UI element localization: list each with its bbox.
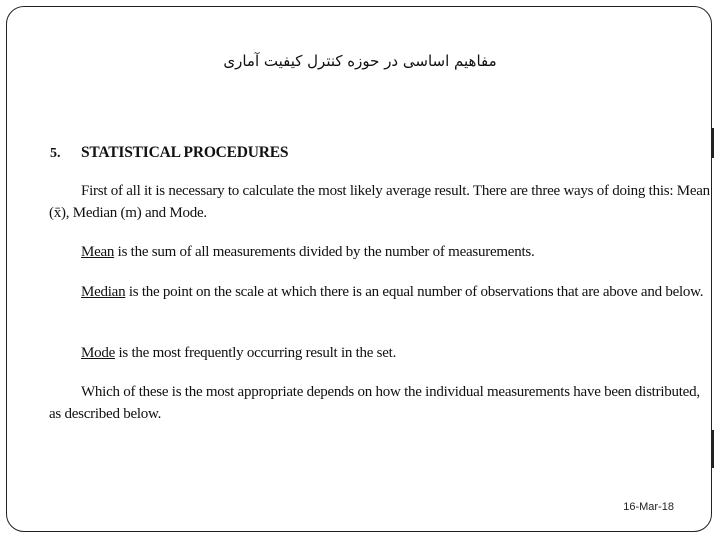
slide-frame <box>6 6 712 532</box>
edge-mark-right-top <box>712 128 714 158</box>
section-title: STATISTICAL PROCEDURES <box>81 144 289 161</box>
median-term: Median <box>81 284 126 300</box>
median-definition: is the point on the scale at which there is an equal number of observations that are above and below. <box>125 284 704 300</box>
mean-definition: is the sum of all measurements divided by the number of measurements. <box>114 244 535 260</box>
mean-term: Mean <box>81 244 115 260</box>
median-paragraph <box>49 281 711 303</box>
footer-date: 16-Mar-18 <box>623 501 674 513</box>
closing-paragraph: Which of these is the most appropriate depends on how the individual measurements have been distributed, as described below. <box>49 384 700 422</box>
edge-mark-right-bottom <box>712 430 714 468</box>
mode-definition: is the most frequently occurring result in the set. <box>115 345 397 361</box>
mode-term: Mode <box>81 345 115 361</box>
intro-paragraph: First of all it is necessary to calculate the most likely average result. There are three ways of doing this: Mean (x̄), Median (m) and Mode. <box>49 183 710 221</box>
mean-paragraph <box>49 241 711 263</box>
mode-paragraph <box>49 342 711 364</box>
slide-title: مفاهیم اساسی در حوزه کنترل کیفیت آماری <box>223 52 497 70</box>
section-number: 5. <box>50 146 61 161</box>
